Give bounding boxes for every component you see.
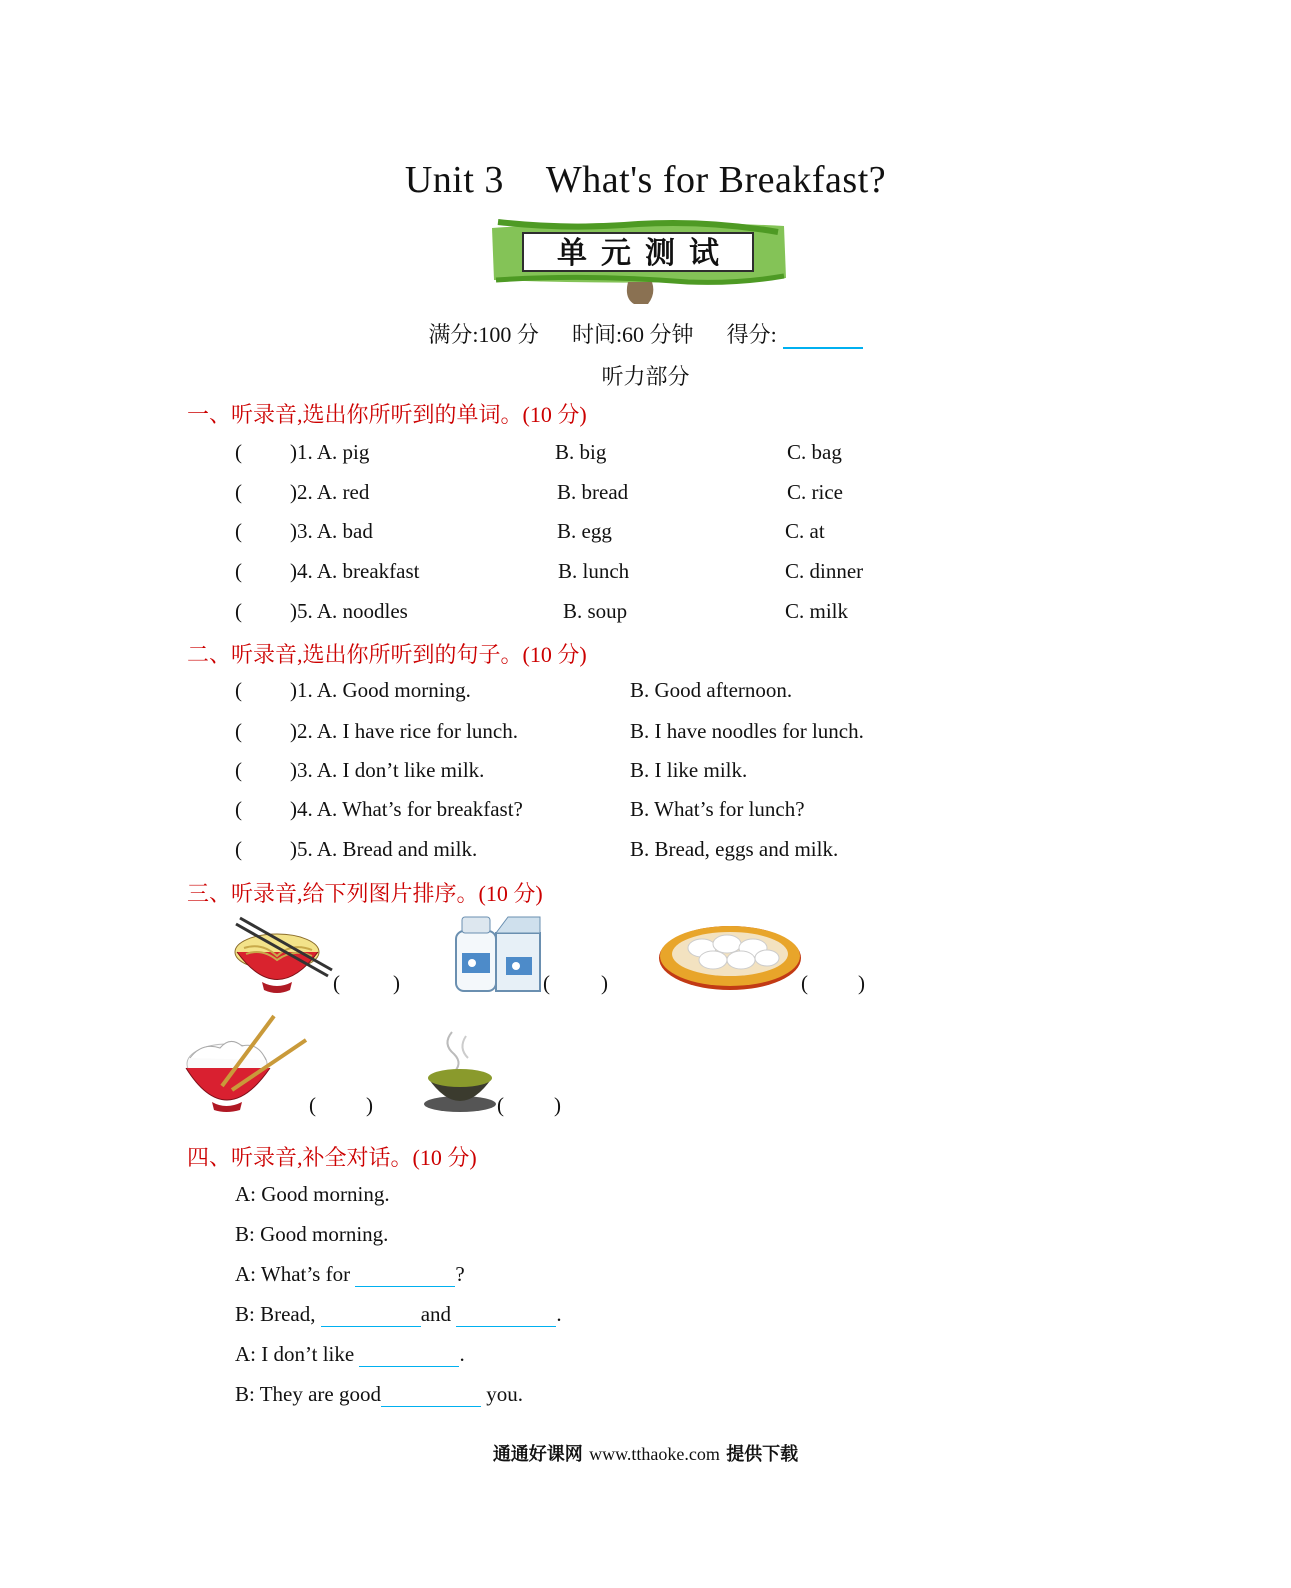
soup-icon: [422, 1028, 498, 1114]
footer-download: 提供下载: [726, 1444, 799, 1465]
answer-paren[interactable]: (: [235, 599, 242, 623]
picture-paren: ): [366, 1093, 373, 1117]
dialogue-line: B: Good morning.: [235, 1222, 389, 1246]
option-b: B. Bread, eggs and milk.: [630, 837, 839, 861]
option-c: C. bag: [787, 440, 842, 464]
option-b: B. bread: [557, 480, 629, 504]
answer-blank[interactable]: [321, 1304, 421, 1327]
listening-part-title: 听力部分: [601, 364, 690, 389]
rice-icon: [182, 1012, 310, 1114]
option-b: B. egg: [557, 519, 612, 543]
option-a: )5. A. Bread and milk.: [290, 837, 478, 861]
unit-title: What's for Breakfast?: [545, 159, 887, 201]
dialogue-text: .: [556, 1302, 562, 1326]
answer-paren[interactable]: (: [235, 519, 242, 543]
score-line: [0, 318, 1291, 349]
dialogue-text: you.: [486, 1382, 523, 1406]
unit-label: Unit 3: [404, 159, 504, 201]
option-c: C. dinner: [785, 559, 864, 583]
option-b: B. What’s for lunch?: [630, 797, 805, 821]
dialogue-text: B: Bread,: [235, 1302, 316, 1326]
option-a: )2. A. red: [290, 480, 370, 504]
dialogue-text: and: [420, 1302, 452, 1326]
footer-site-name: 通通好课网: [492, 1444, 583, 1465]
dialogue-line: [235, 1342, 465, 1367]
option-a: )1. A. pig: [290, 440, 370, 464]
banner-label: 单元测试: [522, 232, 754, 272]
option-b: B. I like milk.: [630, 758, 748, 782]
section-3-heading: 三、听录音,给下列图片排序。(10 分): [187, 881, 543, 906]
option-b: B. lunch: [558, 559, 630, 583]
unit-test-banner: [488, 218, 788, 306]
answer-paren[interactable]: (: [235, 480, 242, 504]
option-a: )1. A. Good morning.: [290, 678, 471, 702]
answer-paren[interactable]: (: [235, 797, 242, 821]
dialogue-line: [235, 1382, 523, 1407]
page-title: [0, 158, 1291, 202]
answer-paren[interactable]: (: [235, 678, 242, 702]
dialogue-text: .: [459, 1342, 465, 1366]
answer-paren[interactable]: (: [235, 719, 242, 743]
picture-paren: ): [393, 971, 400, 995]
answer-blank[interactable]: [381, 1384, 481, 1407]
full-score: 满分:100 分: [428, 322, 539, 347]
section-1-heading: 一、听录音,选出你所听到的单词。(10 分): [187, 402, 587, 427]
option-b: B. soup: [563, 599, 628, 623]
picture-paren: ): [554, 1093, 561, 1117]
option-c: C. milk: [785, 599, 849, 623]
picture-paren[interactable]: (: [497, 1093, 504, 1117]
dialogue-line: A: Good morning.: [235, 1182, 390, 1206]
option-a: )4. A. What’s for breakfast?: [290, 797, 523, 821]
option-b: B. Good afternoon.: [630, 678, 793, 702]
answer-blank[interactable]: [359, 1344, 459, 1367]
picture-paren[interactable]: (: [801, 971, 808, 995]
option-a: )5. A. noodles: [290, 599, 408, 623]
section-4-heading: 四、听录音,补全对话。(10 分): [187, 1145, 477, 1170]
answer-paren[interactable]: (: [235, 837, 242, 861]
dialogue-line: [235, 1302, 562, 1327]
answer-blank[interactable]: [355, 1264, 455, 1287]
dialogue-text: A: What’s for: [235, 1262, 351, 1286]
time-limit: 时间:60 分钟: [571, 322, 694, 347]
picture-paren: ): [858, 971, 865, 995]
dialogue-text: ?: [455, 1262, 465, 1286]
answer-paren[interactable]: (: [235, 758, 242, 782]
option-c: C. rice: [787, 480, 843, 504]
option-c: C. at: [785, 519, 825, 543]
picture-paren[interactable]: (: [543, 971, 550, 995]
dialogue-line: [235, 1262, 465, 1287]
option-a: )3. A. I don’t like milk.: [290, 758, 485, 782]
answer-paren[interactable]: (: [235, 440, 242, 464]
score-label: 得分:: [726, 322, 777, 347]
picture-paren[interactable]: (: [309, 1093, 316, 1117]
option-a: )4. A. breakfast: [290, 559, 420, 583]
option-a: )3. A. bad: [290, 519, 373, 543]
picture-paren[interactable]: (: [333, 971, 340, 995]
dialogue-text: A: I don’t like: [235, 1342, 355, 1366]
footer: [0, 1440, 1291, 1466]
milk-icon: [448, 913, 546, 995]
footer-url[interactable]: www.tthaoke.com: [589, 1444, 720, 1464]
picture-paren: ): [601, 971, 608, 995]
noodles-icon: [232, 912, 337, 997]
section-2-heading: 二、听录音,选出你所听到的句子。(10 分): [187, 642, 587, 667]
dialogue-text: B: They are good: [235, 1382, 381, 1406]
score-blank[interactable]: [783, 325, 863, 349]
answer-blank[interactable]: [456, 1304, 556, 1327]
answer-paren[interactable]: (: [235, 559, 242, 583]
option-b: B. I have noodles for lunch.: [630, 719, 864, 743]
option-b: B. big: [555, 440, 607, 464]
dumplings-icon: [657, 920, 803, 992]
option-a: )2. A. I have rice for lunch.: [290, 719, 518, 743]
